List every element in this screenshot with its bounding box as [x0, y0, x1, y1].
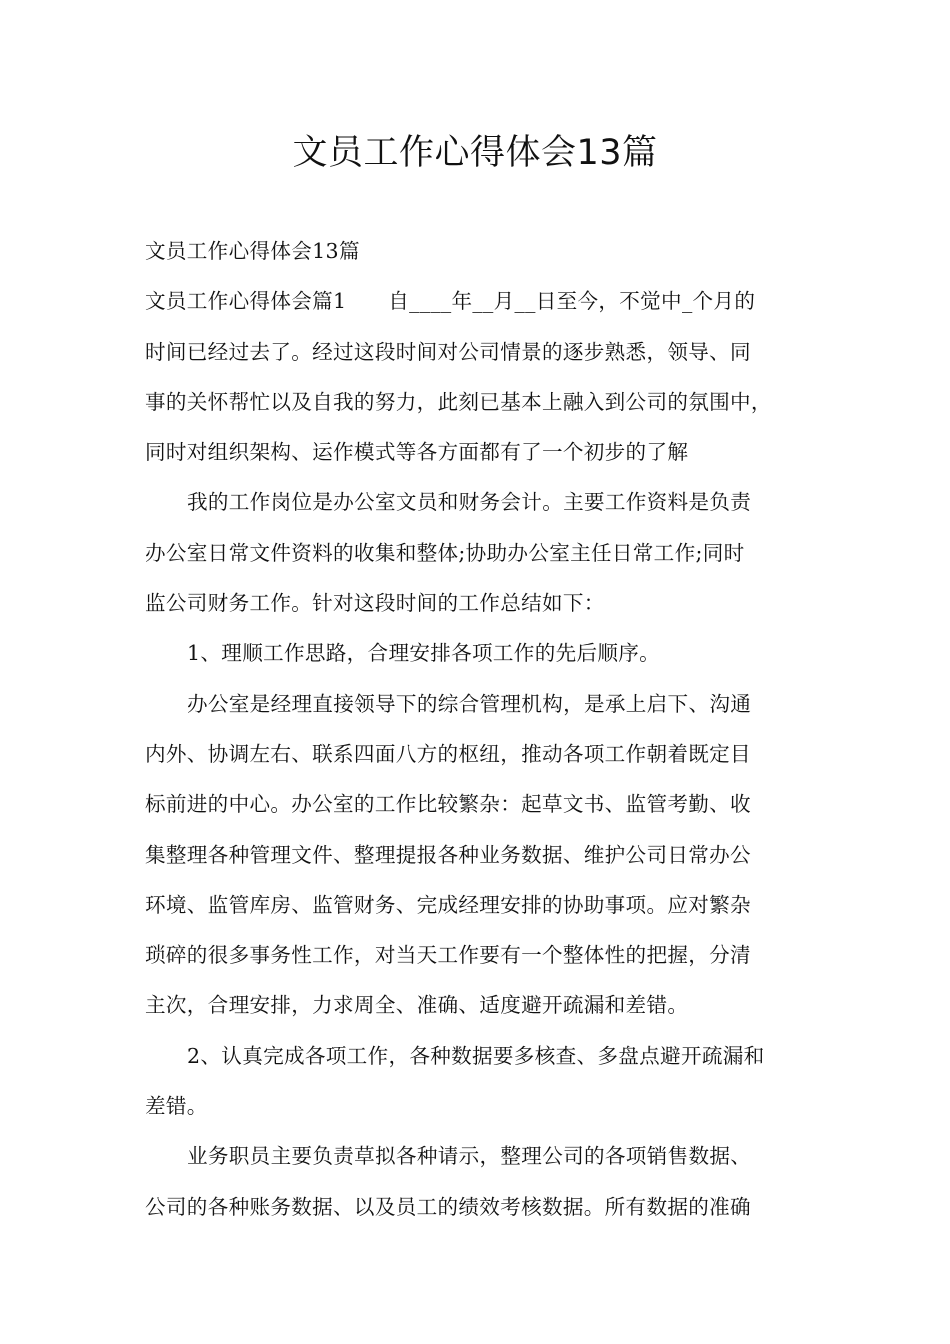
text-line: 琐碎的很多事务性工作，对当天工作要有一个整体性的把握，分清 [145, 943, 751, 968]
section-heading-2: 2、认真完成各项工作，各种数据要多核查、多盘点避开疏漏和 [187, 1043, 765, 1068]
text-line: 办公室日常文件资料的收集和整体;协助办公室主任日常工作;同时 [145, 540, 745, 565]
text-line: 主次，合理安排，力求周全、准确、适度避开疏漏和差错。 [145, 993, 689, 1018]
text-line: 文员工作心得体会篇1 自____年__月__日至今，不觉中_个月的 [145, 289, 756, 314]
paragraph-first-line: 办公室是经理直接领导下的综合管理机构，是承上启下、沟通 [187, 691, 752, 716]
text-line: 内外、协调左右、联系四面八方的枢纽，推动各项工作朝着既定目 [145, 741, 751, 766]
text-line: 公司的各种账务数据、以及员工的绩效考核数据。所有数据的准确 [145, 1194, 751, 1219]
paragraph-first-line: 业务职员主要负责草拟各种请示，整理公司的各项销售数据、 [187, 1144, 752, 1169]
text-line: 标前进的中心。办公室的工作比较繁杂：起草文书、监管考勤、收 [145, 792, 751, 817]
document-title: 文员工作心得体会13篇 [292, 133, 658, 173]
text-line: 事的关怀帮忙以及自我的努力，此刻已基本上融入到公司的氛围中， [145, 389, 772, 414]
section-heading-1: 1、理顺工作思路，合理安排各项工作的先后顺序。 [187, 641, 661, 666]
text-line: 同时对组织架构、运作模式等各方面都有了一个初步的了解 [145, 440, 689, 465]
text-line: 时间已经过去了。经过这段时间对公司情景的逐步熟悉，领导、同 [145, 339, 751, 364]
text-line: 集整理各种管理文件、整理提报各种业务数据、维护公司日常办公 [145, 842, 751, 867]
document-body [145, 226, 813, 1232]
text-line: 环境、监管库房、监管财务、完成经理安排的协助事项。应对繁杂 [145, 892, 751, 917]
paragraph-first-line: 我的工作岗位是办公室文员和财务会计。主要工作资料是负责 [187, 490, 752, 515]
text-line: 差错。 [145, 1094, 208, 1119]
text-line: 文员工作心得体会13篇 [145, 239, 360, 263]
text-line: 监公司财务工作。针对这段时间的工作总结如下： [145, 591, 605, 616]
